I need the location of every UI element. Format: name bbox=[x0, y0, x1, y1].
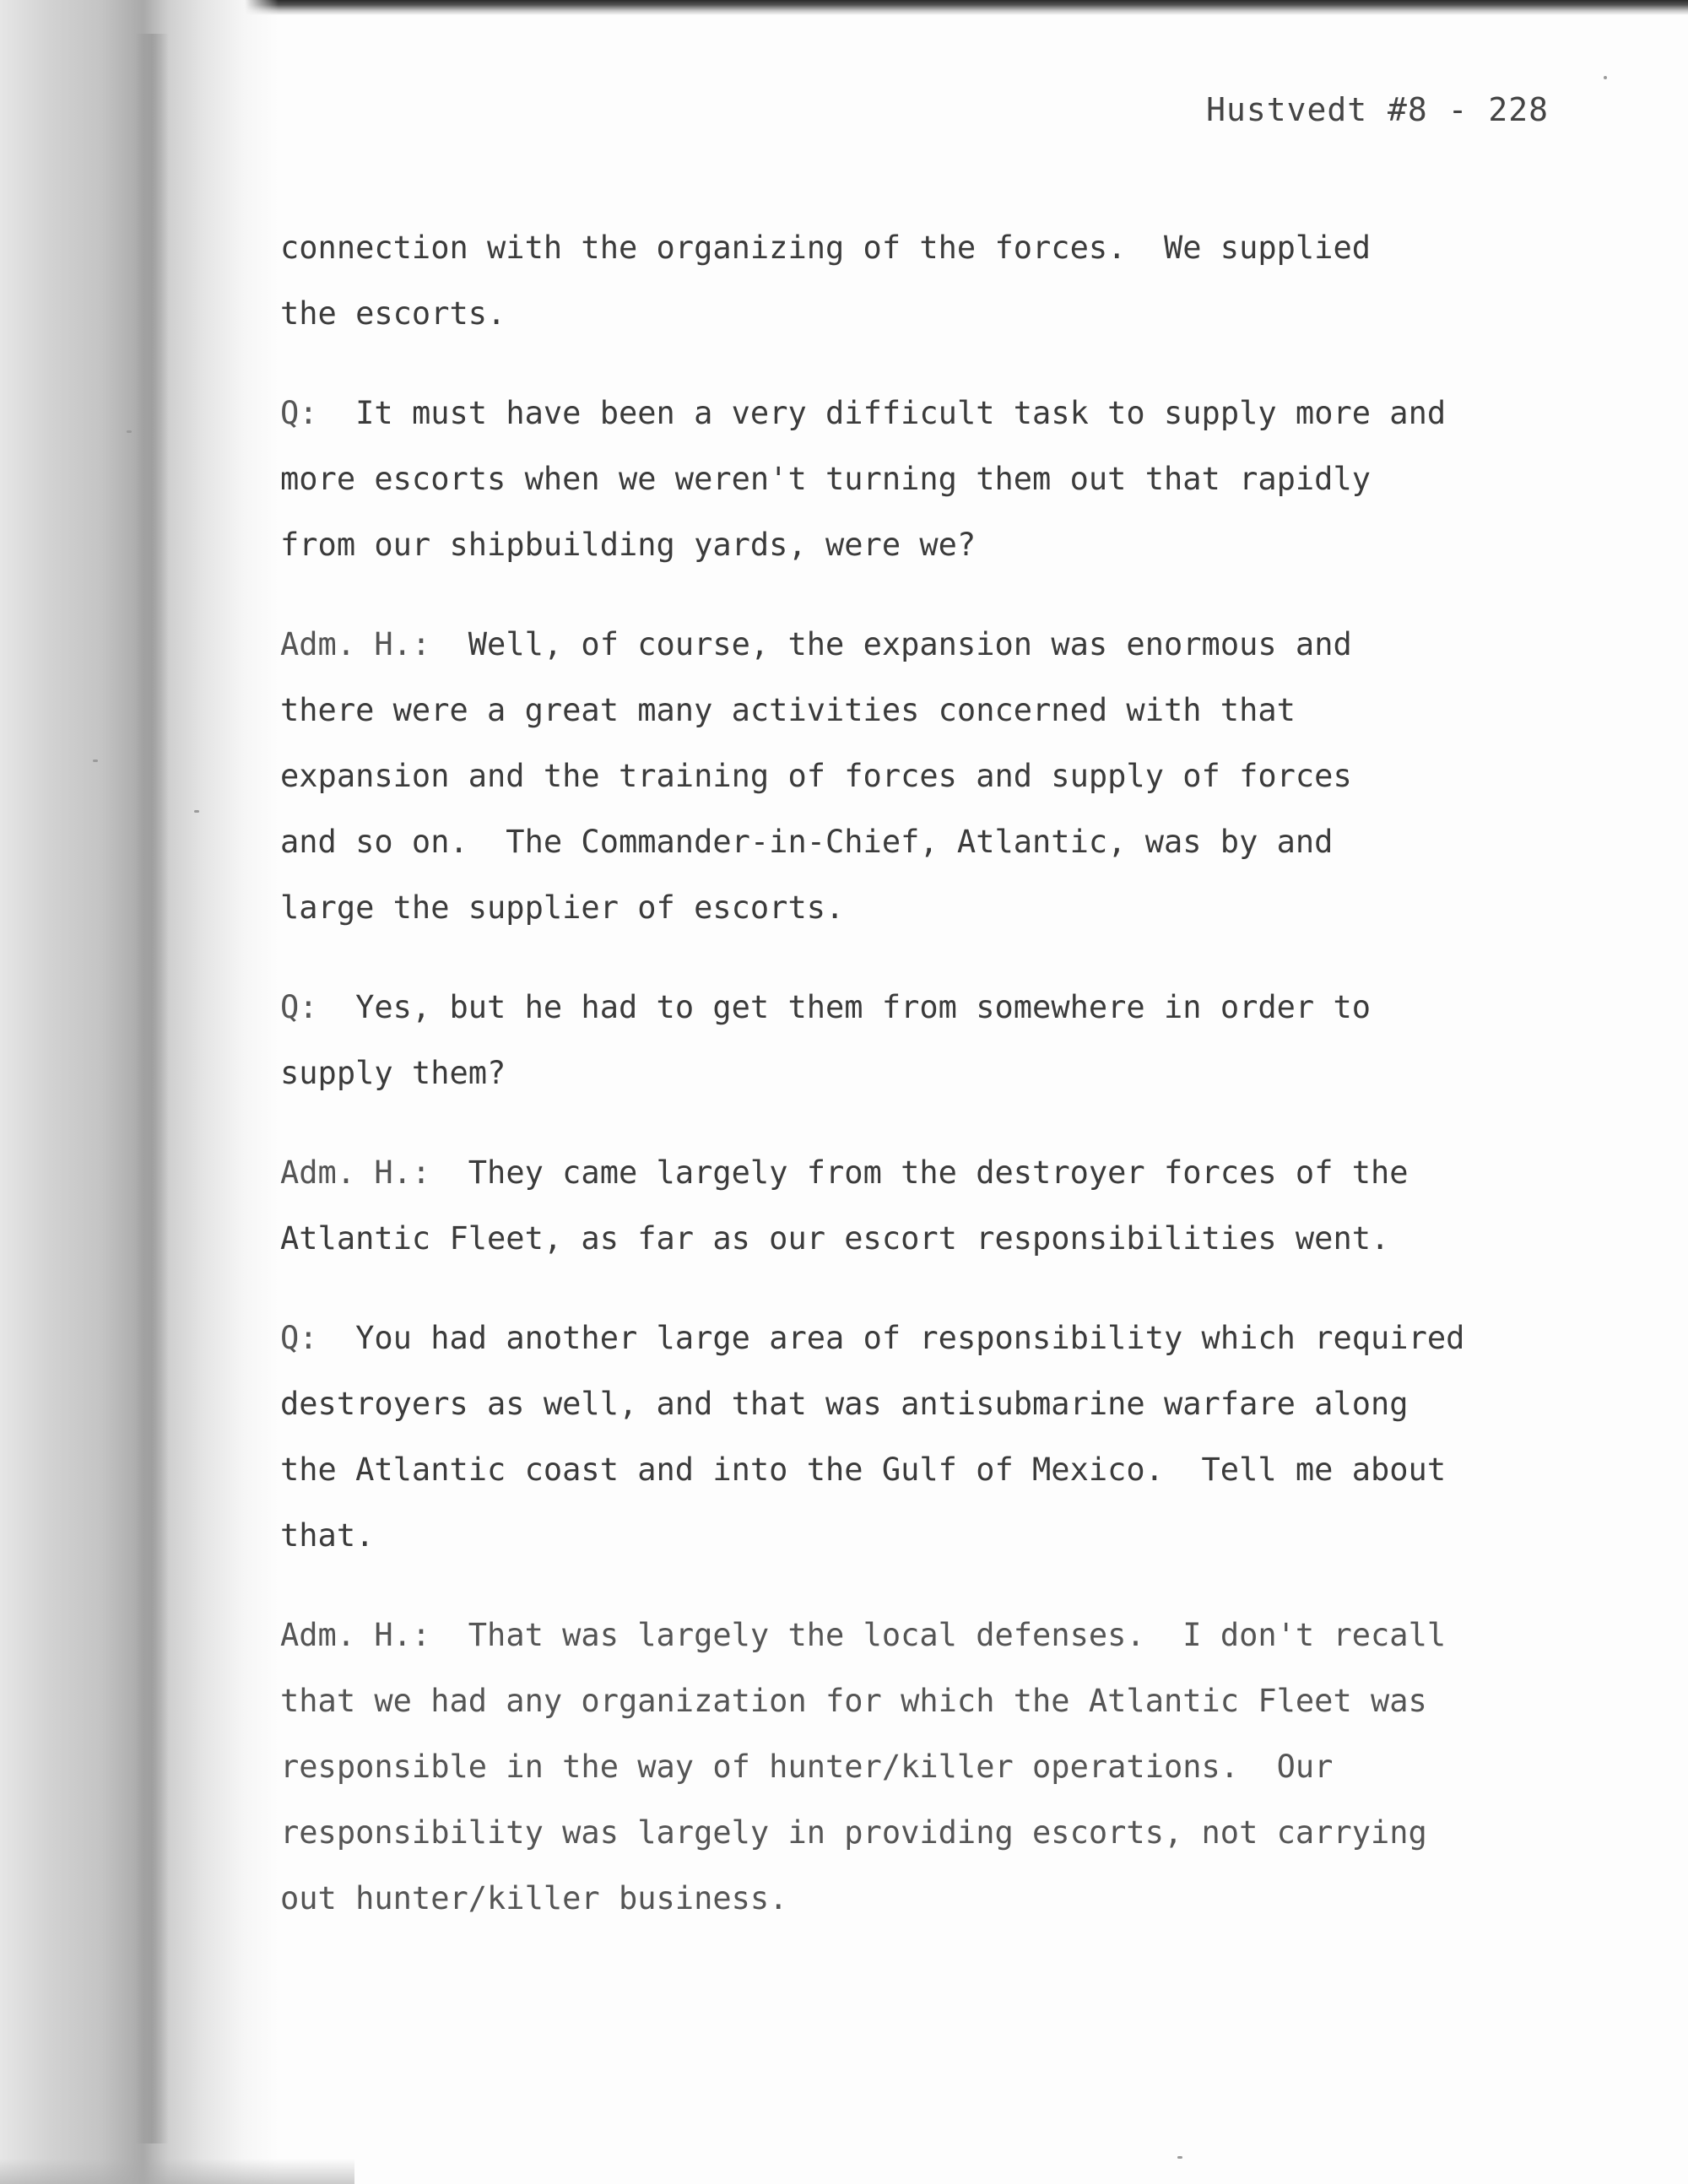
scan-speck bbox=[1604, 76, 1607, 79]
speaker-label: Q: bbox=[280, 1320, 318, 1356]
scan-speck bbox=[194, 810, 199, 813]
transcript-body bbox=[280, 215, 1572, 1965]
paragraph-text: Well, of course, the expansion was enormous and there were a great many activities concerned with that expansion and the training of forces and supply of forces and so on. The Commander-in-Chief, Atlantic, was by and large the supplier of escorts. bbox=[280, 626, 1352, 926]
scan-speck bbox=[127, 430, 132, 433]
scan-speck bbox=[1177, 2156, 1182, 2159]
transcript-paragraph bbox=[280, 1306, 1572, 1569]
page-header: Hustvedt #8 - 228 bbox=[1206, 91, 1549, 128]
scan-speck bbox=[93, 760, 98, 762]
paragraph-text: It must have been a very difficult task to supply more and more escorts when we weren't turning them out that rapidly from our shipbuilding yards, were we? bbox=[280, 395, 1447, 563]
transcript-paragraph bbox=[280, 381, 1572, 578]
paragraph-text: Yes, but he had to get them from somewhere in order to supply them? bbox=[280, 989, 1372, 1091]
speaker-label: Adm. H.: bbox=[280, 1154, 431, 1191]
paragraph-text: connection with the organizing of the forces. We supplied the escorts. bbox=[280, 230, 1372, 332]
binding-fold bbox=[135, 34, 169, 2143]
paragraph-text: They came largely from the destroyer forces of the Atlantic Fleet, as far as our escort responsibilities went. bbox=[280, 1154, 1409, 1257]
speaker-label: Adm. H.: bbox=[280, 1617, 431, 1653]
transcript-paragraph bbox=[280, 1603, 1572, 1932]
speaker-label: Q: bbox=[280, 989, 318, 1025]
transcript-paragraph bbox=[280, 1140, 1572, 1272]
scan-bottom-edge bbox=[0, 2159, 354, 2184]
transcript-paragraph bbox=[280, 975, 1572, 1106]
transcript-paragraph bbox=[280, 612, 1572, 941]
paragraph-text: You had another large area of responsibility which required destroyers as well, and that was antisubmarine warfare along the Atlantic coast and into the Gulf of Mexico. Tell me about that. bbox=[280, 1320, 1465, 1554]
speaker-label: Adm. H.: bbox=[280, 626, 431, 662]
speaker-label: Q: bbox=[280, 395, 318, 431]
paragraph-text: That was largely the local defenses. I don't recall that we had any organization for which the Atlantic Fleet was responsible in the way of hunter/killer operations. Our responsibility was largely in providing escorts, not carrying out hunter/killer business. bbox=[280, 1617, 1447, 1916]
transcript-paragraph bbox=[280, 215, 1572, 347]
